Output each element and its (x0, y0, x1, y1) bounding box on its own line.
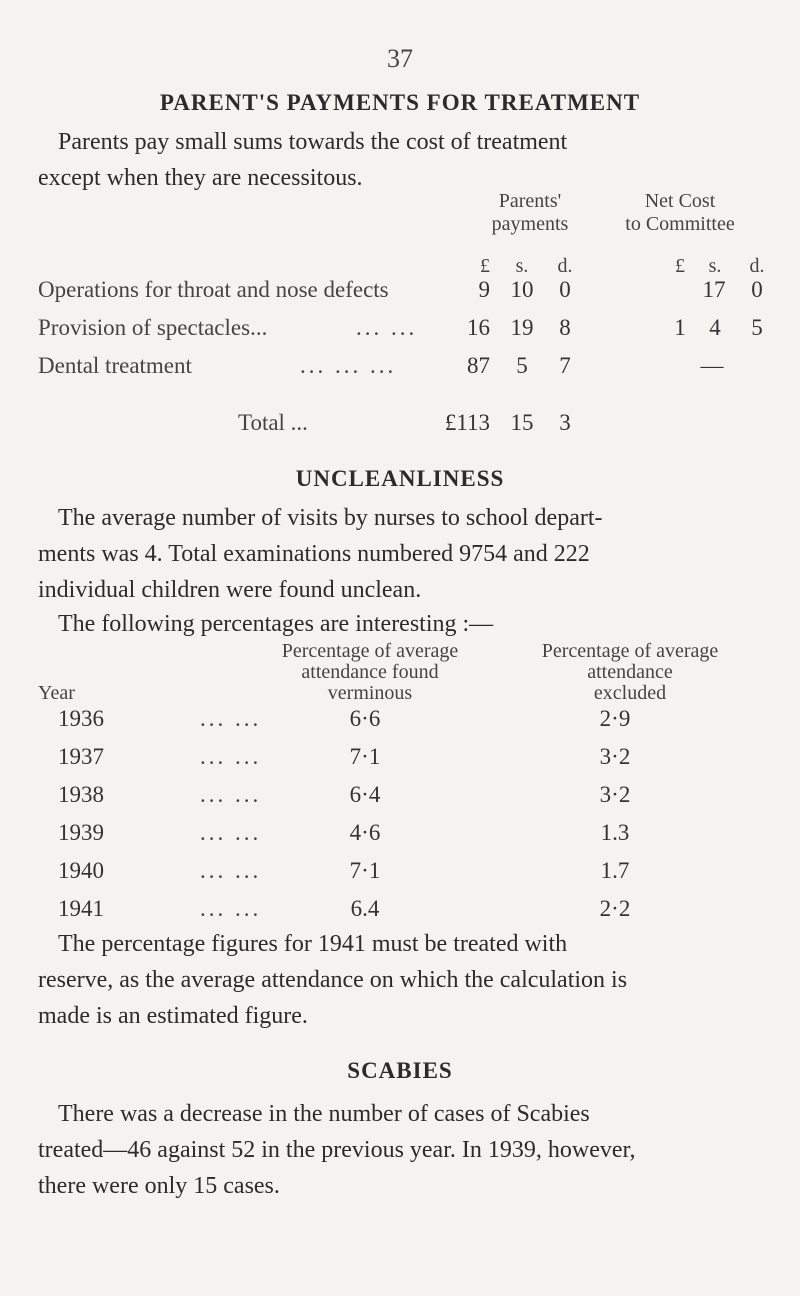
verminous-cell: 7·1 (349, 858, 381, 883)
para-line: made is an estimated figure. (38, 1003, 308, 1029)
scabies-heading: SCABIES (347, 1058, 453, 1083)
para-line: treated—46 against 52 in the previous year. In 1939, however, (38, 1137, 636, 1163)
net-dash-cell: — (700, 353, 724, 378)
scabies-paragraph (38, 1096, 768, 1204)
unit-label: £ (675, 255, 685, 277)
excluded-cell: 2·9 (599, 706, 631, 731)
col-header-verminous: attendance found (301, 661, 439, 683)
leader-dots: ... ... (200, 896, 262, 921)
para-line: The average number of visits by nurses to school depart- (58, 505, 603, 531)
unit-label: s. (708, 255, 722, 277)
total-shillings: 15 (510, 410, 534, 435)
col-header-parents: Parents' (498, 190, 562, 212)
net-pence-cell: 5 (751, 315, 763, 340)
para-line: individual children were found unclean. (38, 577, 422, 603)
col-header-verminous: verminous (327, 682, 413, 704)
year-cell: 1936 (58, 706, 104, 731)
excluded-cell: 2·2 (599, 896, 631, 921)
col-header-excluded: excluded (593, 682, 667, 704)
unit-label: d. (557, 255, 573, 277)
percentage-note (38, 926, 768, 1034)
pence-cell: 0 (559, 277, 571, 302)
percentages-lead: The following percentages are interesting :— (58, 611, 494, 637)
verminous-cell: 4·6 (349, 820, 381, 845)
leader-dots: ... ... (356, 315, 418, 340)
payment-row-label: Operations for throat and nose defects (38, 277, 389, 302)
shillings-cell: 10 (510, 277, 534, 302)
year-cell: 1940 (58, 858, 104, 883)
para-line: ments was 4. Total examinations numbered 9754 and 222 (38, 541, 590, 567)
leader-dots: ... ... (200, 706, 262, 731)
leader-dots: ... ... (200, 744, 262, 769)
net-shillings-cell: 17 (702, 277, 726, 302)
net-shillings-cell: 4 (709, 315, 721, 340)
intro-line: except when they are necessitous. (38, 165, 363, 191)
leader-dots: ... ... (200, 782, 262, 807)
year-cell: 1937 (58, 744, 104, 769)
verminous-cell: 6.4 (350, 896, 380, 921)
leader-dots: ... ... (200, 820, 262, 845)
col-header-net: Net Cost (644, 190, 716, 212)
page-number: 37 (387, 44, 413, 73)
col-header-excluded: attendance (587, 661, 673, 683)
pounds-cell: 87 (467, 353, 490, 378)
net-pence-cell: 0 (751, 277, 763, 302)
para-line: There was a decrease in the number of cases of Scabies (58, 1101, 590, 1127)
year-cell: 1938 (58, 782, 104, 807)
excluded-cell: 1.7 (600, 858, 630, 883)
intro-line: Parents pay small sums towards the cost of treatment (58, 129, 568, 155)
para-line: reserve, as the average attendance on which the calculation is (38, 967, 628, 993)
col-header-parents: payments (491, 213, 569, 235)
col-header-excluded: Percentage of average (541, 640, 719, 662)
para-line: The percentage figures for 1941 must be treated with (58, 931, 568, 957)
total-pounds: £113 (444, 410, 490, 435)
para-line: there were only 15 cases. (38, 1173, 280, 1199)
year-cell: 1939 (58, 820, 104, 845)
uncleanliness-heading: UNCLEANLINESS (295, 466, 505, 491)
col-header-net: to Committee (625, 213, 735, 235)
unit-label: £ (480, 255, 490, 277)
shillings-cell: 19 (510, 315, 534, 340)
total-label: Total ... (238, 410, 308, 435)
unit-label: d. (749, 255, 765, 277)
col-header-year: Year (38, 682, 75, 704)
pence-cell: 7 (559, 353, 571, 378)
unit-label: s. (515, 255, 529, 277)
leader-dots: ... ... (200, 858, 262, 883)
verminous-cell: 6·6 (349, 706, 381, 731)
uncleanliness-paragraph (38, 500, 768, 608)
pounds-cell: 9 (478, 277, 490, 302)
excluded-cell: 3·2 (599, 782, 631, 807)
net-pounds-cell: 1 (674, 315, 686, 340)
col-header-verminous: Percentage of average (281, 640, 459, 662)
leader-dots: ... ... ... (300, 353, 397, 378)
payment-row-label: Dental treatment (38, 353, 192, 378)
total-pence: 3 (559, 410, 571, 435)
payments-intro (38, 124, 768, 196)
pounds-cell: 16 (467, 315, 490, 340)
verminous-cell: 7·1 (349, 744, 381, 769)
pence-cell: 8 (559, 315, 571, 340)
year-cell: 1941 (58, 896, 104, 921)
excluded-cell: 3·2 (599, 744, 631, 769)
excluded-cell: 1.3 (600, 820, 630, 845)
payments-heading: PARENT'S PAYMENTS FOR TREATMENT (159, 90, 641, 115)
shillings-cell: 5 (516, 353, 528, 378)
verminous-cell: 6·4 (349, 782, 381, 807)
payment-row-label: Provision of spectacles... (38, 315, 268, 340)
